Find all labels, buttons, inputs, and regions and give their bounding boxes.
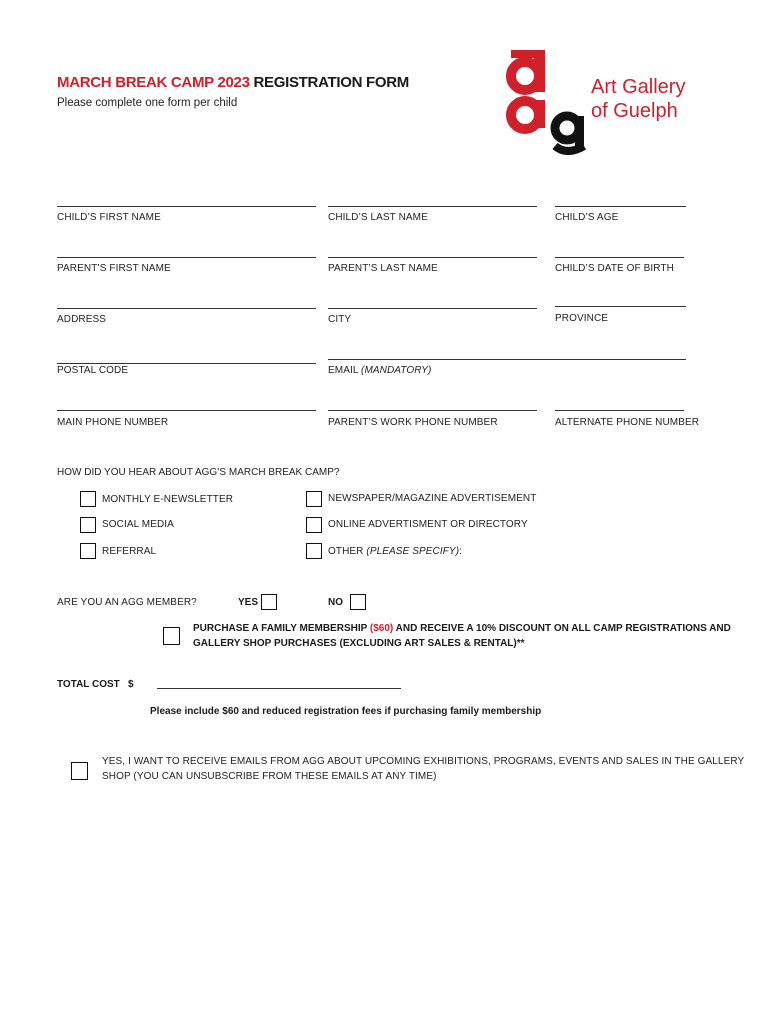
hear-about-question: HOW DID YOU HEAR ABOUT AGG’S MARCH BREAK CAMP? <box>57 467 340 478</box>
member-yes-checkbox[interactable] <box>261 594 277 610</box>
total-cost-note: Please include $60 and reduced registration fees if purchasing family membership <box>150 706 542 717</box>
child-first-name-field[interactable] <box>57 206 316 207</box>
child-first-name-label: CHILD’S FIRST NAME <box>57 212 161 223</box>
postal-code-field[interactable] <box>57 363 316 364</box>
other-specify-note: (PLEASE SPECIFY) <box>366 546 460 557</box>
title-accent: MARCH BREAK CAMP 2023 <box>57 74 250 91</box>
alt-phone-field[interactable] <box>555 410 684 411</box>
member-no-label: NO <box>328 597 343 608</box>
address-label: ADDRESS <box>57 314 107 325</box>
member-yes-label: YES <box>238 597 259 608</box>
newspaper-label: NEWSPAPER/MAGAZINE ADVERTISEMENT <box>328 493 537 504</box>
work-phone-label: PARENT’S WORK PHONE NUMBER <box>328 417 498 428</box>
work-phone-field[interactable] <box>328 410 537 411</box>
newsletter-label: MONTHLY E-NEWSLETTER <box>102 494 234 505</box>
newsletter-checkbox[interactable] <box>80 491 96 507</box>
province-label: PROVINCE <box>555 313 609 324</box>
email-consent-line-1: YES, I WANT TO RECEIVE EMAILS FROM AGG ABOUT UPCOMING EXHIBITIONS, PROGRAMS, EVENTS AND SALES IN THE GALLERY <box>102 756 745 767</box>
total-cost-field[interactable] <box>157 688 401 689</box>
email-mandatory-note: (MANDATORY) <box>361 365 432 376</box>
postal-code-label: POSTAL CODE <box>57 365 129 376</box>
logo-text <box>591 75 685 123</box>
logo-line-2: of Guelph <box>591 100 678 122</box>
email-consent-line-2: SHOP (YOU CAN UNSUBSCRIBE FROM THESE EMAILS AT ANY TIME) <box>102 771 437 782</box>
referral-checkbox[interactable] <box>80 543 96 559</box>
address-field[interactable] <box>57 308 316 309</box>
province-field[interactable] <box>555 306 686 307</box>
parent-first-name-label: PARENT’S FIRST NAME <box>57 263 171 274</box>
child-last-name-label: CHILD’S LAST NAME <box>328 212 428 223</box>
online-ad-checkbox[interactable] <box>306 517 322 533</box>
title-rest: REGISTRATION FORM <box>249 74 409 91</box>
alt-phone-label: ALTERNATE PHONE NUMBER <box>555 417 700 428</box>
online-ad-label: ONLINE ADVERTISMENT OR DIRECTORY <box>328 519 528 530</box>
main-phone-field[interactable] <box>57 410 316 411</box>
referral-label: REFERRAL <box>102 546 157 557</box>
child-dob-field[interactable] <box>555 257 684 258</box>
member-question: ARE YOU AN AGG MEMBER? <box>57 597 197 608</box>
form-title <box>57 74 409 91</box>
currency-symbol: $ <box>128 679 134 690</box>
logo-line-1: Art Gallery <box>591 76 686 98</box>
family-membership-line-2: GALLERY SHOP PURCHASES (EXCLUDING ART SALES & RENTAL)** <box>193 638 525 649</box>
parent-first-name-field[interactable] <box>57 257 316 258</box>
family-membership-checkbox[interactable] <box>163 627 180 645</box>
other-colon: : <box>459 546 463 557</box>
form-subtitle: Please complete one form per child <box>57 97 238 109</box>
email-label-text: EMAIL <box>328 365 362 376</box>
newspaper-checkbox[interactable] <box>306 491 322 507</box>
family-membership-line-1 <box>193 623 731 634</box>
city-label: CITY <box>328 314 352 325</box>
other-label <box>328 546 462 557</box>
city-field[interactable] <box>328 308 537 309</box>
other-checkbox[interactable] <box>306 543 322 559</box>
parent-last-name-field[interactable] <box>328 257 537 258</box>
social-media-label: SOCIAL MEDIA <box>102 519 174 530</box>
total-cost-label: TOTAL COST <box>57 679 120 690</box>
purchase-text-1: PURCHASE A FAMILY MEMBERSHIP <box>193 623 370 634</box>
child-age-field[interactable] <box>555 206 686 207</box>
email-label <box>328 365 431 376</box>
email-field[interactable] <box>328 359 686 360</box>
child-age-label: CHILD’S AGE <box>555 212 619 223</box>
social-media-checkbox[interactable] <box>80 517 96 533</box>
member-no-checkbox[interactable] <box>350 594 366 610</box>
main-phone-label: MAIN PHONE NUMBER <box>57 417 169 428</box>
email-consent-checkbox[interactable] <box>71 762 88 780</box>
purchase-text-2: AND RECEIVE A 10% DISCOUNT ON ALL CAMP REGISTRATIONS AND <box>393 623 731 634</box>
child-last-name-field[interactable] <box>328 206 537 207</box>
parent-last-name-label: PARENT’S LAST NAME <box>328 263 438 274</box>
membership-price: ($60) <box>369 623 394 634</box>
other-label-text: OTHER <box>328 546 367 557</box>
child-dob-label: CHILD’S DATE OF BIRTH <box>555 263 674 274</box>
